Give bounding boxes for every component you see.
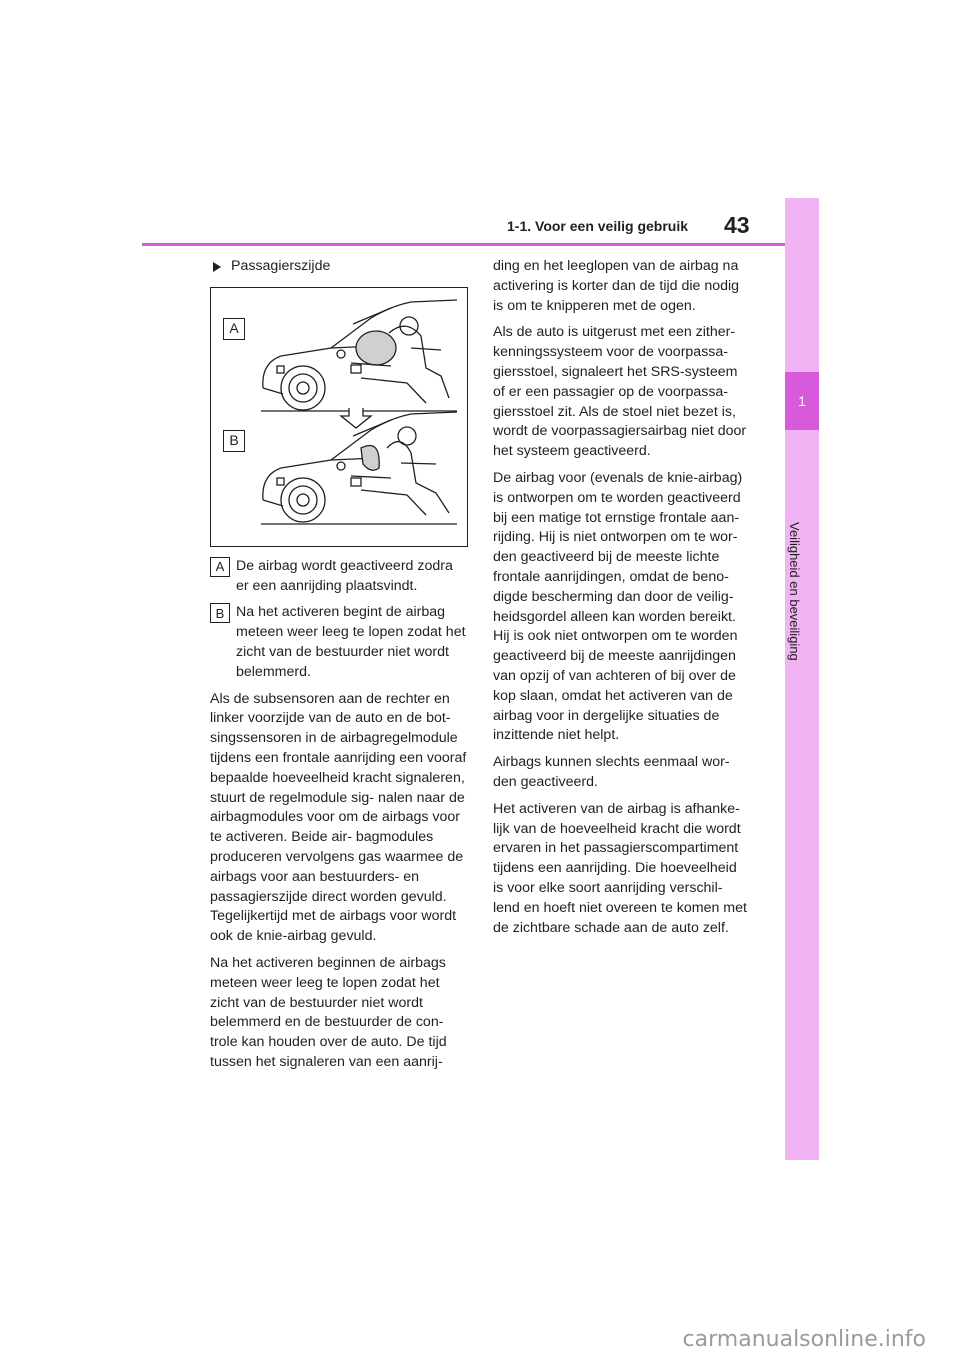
header-divider [142,243,785,246]
chapter-number: 1 [798,393,806,409]
subheading [210,257,468,277]
paragraph: Na het activeren beginnen de airbags meteen weer leeg te lopen zodat het zicht van de bestuurder niet wordt belemmerd en de bestuurder de con- trole kan houden over de auto. De tijd tussen het signaleren van een aanrij- [210,954,447,1070]
legend-item-a [210,557,468,597]
paragraph: Als de auto is uitgerust met een zither- kenningssysteem voor de voorpassa- giersstoel, signaleert het SRS-systeem of er een passagier op de voorpassa- giersstoel zit. Als de stoel niet bezet is, wordt de voorpassagiersairbag niet door het systeem geactiveerd. [493,324,747,460]
left-column [210,257,468,1080]
car-airbag-diagram [211,288,467,546]
chapter-number-box[interactable] [785,372,819,430]
legend-item-b [210,603,468,682]
triangle-bullet-icon [213,262,221,272]
figure-label-b: B [223,430,245,452]
legend-text-b: Na het activeren begint de airbag meteen weer leeg te lopen zodat het zicht van de bestuurder niet wordt belemmerd. [236,604,466,680]
chapter-title-vertical: Veiligheid en beveiliging [787,522,802,661]
page-number: 43 [724,212,750,238]
chapter-side-tab [785,198,819,1160]
paragraph: Als de subsensoren aan de rechter en linker voorzijde van de auto en de bot- singssensoren in de airbagregelmodule tijdens een frontale aanrijding een vooraf bepaalde hoeveelheid kracht signaleren, stuurt de regelmodule sig- nalen naar de airbagmodules voor om de airbags voor te activeren. Beide air- bagmodules produceren vervolgens gas waarmee de airbags voor aan bestuurders- en passagierszijde direct worden gevuld. Tegelijkertijd met de airbags voor wordt ook de knie-airbag gevuld. [210,690,467,945]
section-title: 1-1. Voor een veilig gebruik [507,218,689,234]
paragraph: Het activeren van de airbag is afhanke- lijk van de hoeveelheid kracht die wordt ervaren in het passagierscompartiment tijdens een aanrijding. Die hoeveelheid is voor elke soort aanrijding verschil- lend en hoeft niet overeen te komen met de zichtbare schade aan de auto zelf. [493,800,747,936]
legend-text-a: De airbag wordt geactiveerd zodra er een aanrijding plaatsvindt. [236,557,453,594]
paragraph: ding en het leeglopen van de airbag na activering is korter dan de tijd die nodig is om te knipperen met de ogen. [493,258,740,314]
right-column [493,257,748,945]
airbag-illustration [210,287,468,547]
subheading-text: Passagierszijde [231,258,331,274]
paragraph: Airbags kunnen slechts eenmaal wor- den geactiveerd. [493,754,730,790]
paragraph: De airbag voor (evenals de knie-airbag) is ontworpen om te worden geactiveerd bij een matige tot ernstige frontale aan- rijding. Hij is niet ontworpen om te wor- den geactiveerd bij de meeste lichte frontale aanrijdingen, omdat de beno- digde bescherming dan door de veilig- heidsgordel alleen kan worden bereikt. Hij is ook niet ontworpen om te worden geactiveerd bij de meeste aanrijdingen van opzij of van achteren of bij over de kop slaan, omdat het activeren van de airbag voor in dergelijke situaties de inzittende niet helpt. [493,469,743,744]
legend-key-a: A [210,557,230,577]
figure-label-a: A [223,318,245,340]
legend-key-b: B [210,603,230,623]
watermark: carmanualsonline.info [682,1327,926,1352]
